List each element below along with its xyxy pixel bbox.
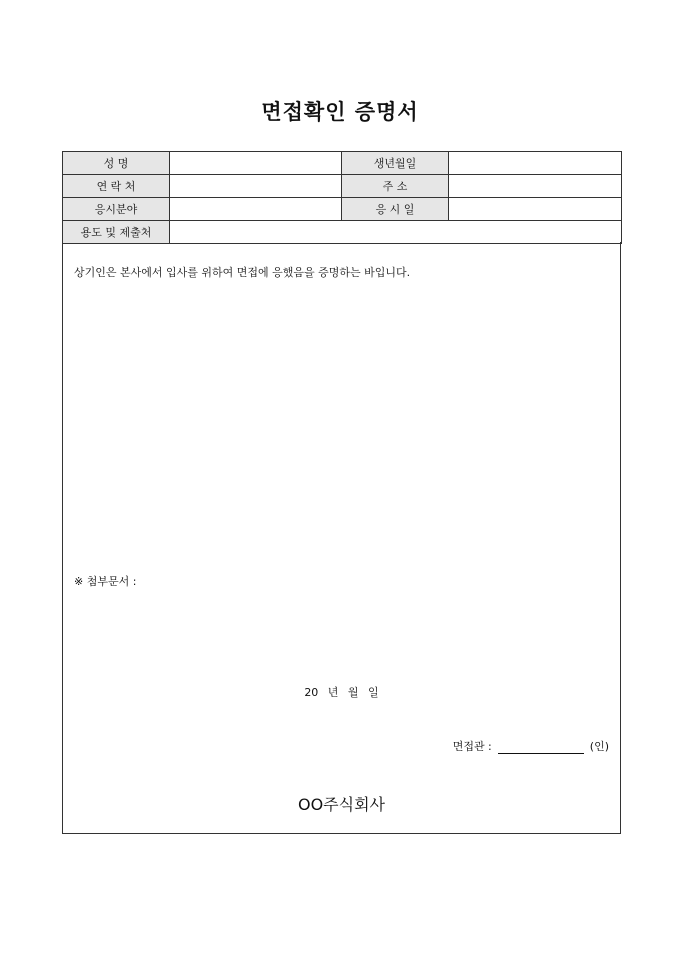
contact-label: 연 락 처 (63, 175, 170, 198)
application-field-field[interactable] (170, 198, 342, 221)
attachment-label: ※ 첨부문서 : (74, 575, 137, 588)
address-label: 주 소 (342, 175, 449, 198)
birth-date-label: 생년월일 (342, 152, 449, 175)
document-title: 면접확인 증명서 (261, 100, 419, 124)
interviewer-name-field[interactable] (498, 741, 584, 754)
interviewer-signature (453, 738, 609, 754)
seal-mark: (인) (589, 740, 609, 753)
contact-field[interactable] (170, 175, 342, 198)
certification-statement: 상기인은 본사에서 입사를 위하여 면접에 응했음을 증명하는 바입니다. (74, 266, 411, 279)
exam-date-field[interactable] (449, 198, 622, 221)
table-row (63, 221, 622, 244)
interviewer-label: 면접관 : (452, 740, 492, 753)
name-field[interactable] (170, 152, 342, 175)
certificate-body (62, 242, 621, 834)
application-field-label: 응시분야 (63, 198, 170, 221)
name-label: 성 명 (63, 152, 170, 175)
company-name: OO주식회사 (297, 795, 385, 814)
applicant-info-table (62, 151, 622, 244)
table-row (63, 152, 622, 175)
table-row (63, 175, 622, 198)
purpose-field[interactable] (170, 221, 622, 244)
birth-date-field[interactable] (449, 152, 622, 175)
issue-date: 20 년 월 일 (304, 686, 379, 699)
exam-date-label: 응 시 일 (342, 198, 449, 221)
table-row (63, 198, 622, 221)
purpose-label: 용도 및 제출처 (63, 221, 170, 244)
address-field[interactable] (449, 175, 622, 198)
